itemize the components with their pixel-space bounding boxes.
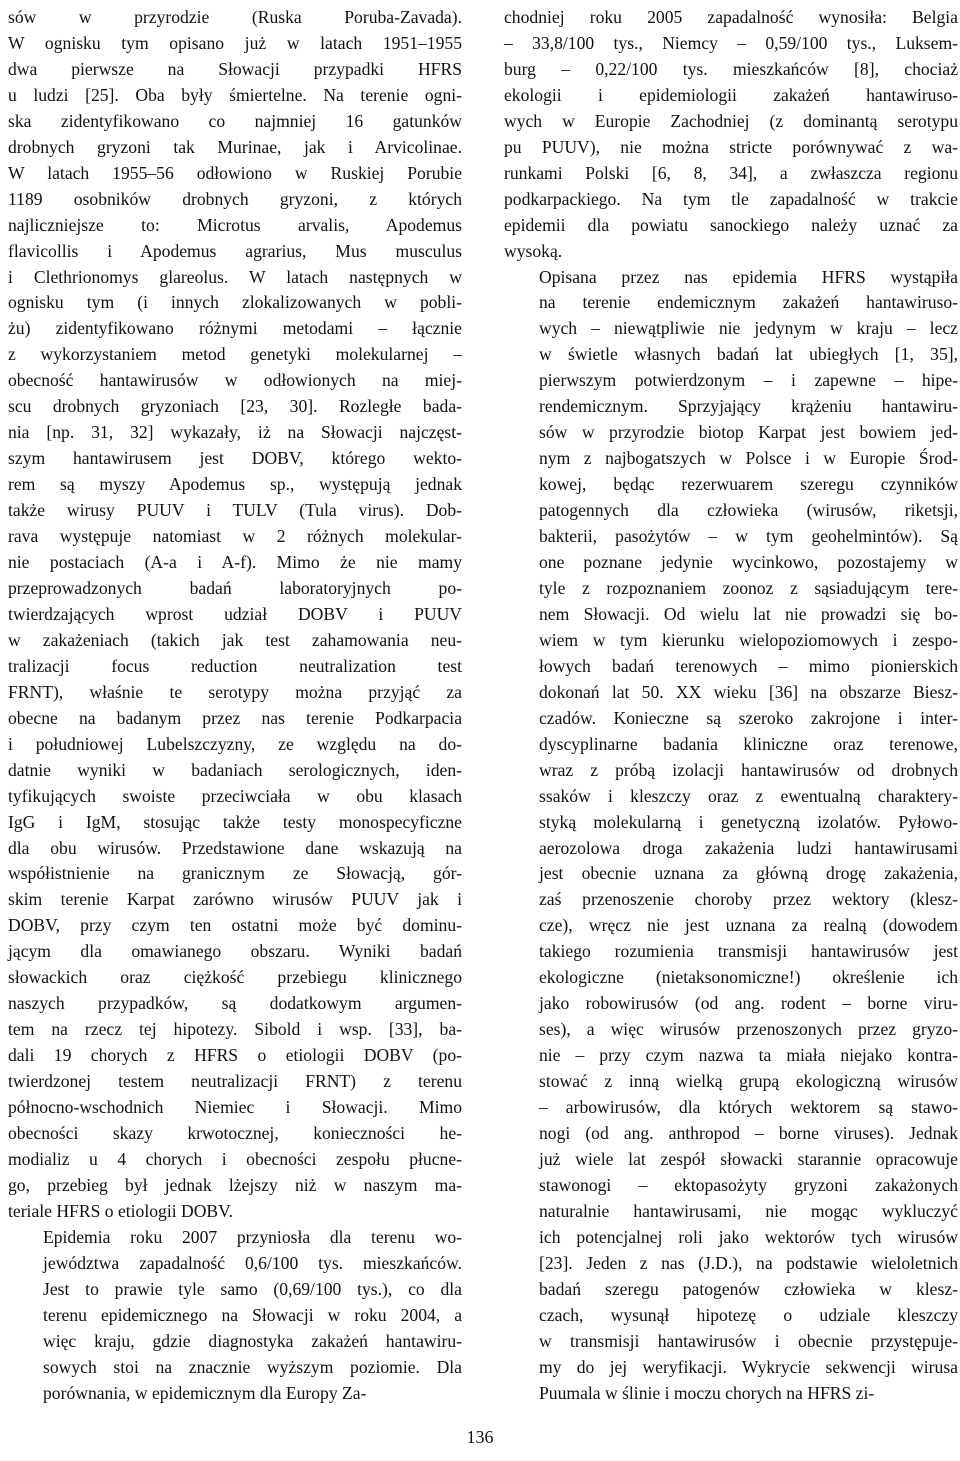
text-line: nie postaciach (A-a i A-f). Mimo że nie mamy — [8, 552, 462, 573]
text-line: najliczniejsze to: Microtus arvalis, Apodemus — [8, 214, 462, 235]
text-line: sów w przyrodzie biotop Karpat jest bowiem jed- — [539, 422, 958, 443]
text-line: modializ u 4 chorych i obecności zespołu płucne- — [8, 1148, 462, 1169]
text-line: 1189 osobników drobnych gryzoni, z których — [8, 188, 462, 209]
text-line: rava występuje natomiast w 2 różnych molekular- — [8, 526, 462, 547]
paragraph — [8, 5, 462, 1225]
text-line: scu drobnych gryzoniach [23, 30]. Rozległe bada- — [8, 396, 462, 417]
text-line: i Clethrionomys glareolus. W latach następnych w — [8, 266, 462, 287]
text-line: tyle z rozpoznaniem zoonoz z sąsiadującym tere- — [539, 577, 958, 598]
text-line: – arbowirusów, dla których wektorem są stawo- — [539, 1097, 958, 1118]
text-line: badań szeregu patogenów człowieka w klesz- — [539, 1278, 958, 1299]
text-line: skim terenie Karpat zarówno wirusów PUUV jak i — [8, 889, 462, 910]
text-line: W ognisku tym opisano już w latach 1951–1955 — [8, 32, 462, 53]
text-line: burg – 0,22/100 tys. mieszkańców [8], chociaż — [504, 58, 958, 79]
text-line: pu PUUV), nie można stricte porównywać z wa- — [504, 136, 958, 157]
text-line: stawonogi – ektopasożyty gryzoni zakażonych — [539, 1174, 958, 1195]
text-line: drobnych gryzoni tak Murinae, jak i Arvicolinae. — [8, 136, 462, 157]
text-line: także wirusy PUUV i TULV (Tula virus). Dob- — [8, 500, 462, 521]
text-line: wych w Europie Zachodniej (z dominantą serotypu — [504, 110, 958, 131]
text-line: wych – niewątpliwie nie jedynym w kraju – lecz — [539, 318, 958, 339]
text-line: nie – przy czym nazwa ta miała niejako kontra- — [539, 1045, 958, 1066]
text-line: jącym dla omawianego obszaru. Wyniki badań — [8, 941, 462, 962]
text-line: cze), wręcz nie jest uznana za realną (dowodem — [539, 915, 958, 936]
text-line: nia [np. 31, 32] wykazały, iż na Słowacji najczęst- — [8, 422, 462, 443]
text-line: obecność hantawirusów w odłowionych na miej- — [8, 370, 462, 391]
text-line: ses), a więc wirusów przenoszonych przez gryzo- — [539, 1019, 958, 1040]
text-line: pierwszym potwierdzonym – i zapewne – hipe- — [539, 370, 958, 391]
text-line: IgG i IgM, stosując także testy monospecyficzne — [8, 811, 462, 832]
text-line: chodniej roku 2005 zapadalność wynosiła: Belgia — [504, 7, 958, 27]
paragraph — [8, 1225, 462, 1407]
text-line: dwa pierwsze na Słowacji przypadki HFRS — [8, 58, 462, 79]
text-line: kowej, będąc rezerwuarem szeregu czynników — [539, 474, 958, 495]
text-line: rem są myszy Apodemus sp., występują jednak — [8, 474, 462, 495]
text-line: jako robowirusów (od ang. rodent – borne viru- — [539, 993, 958, 1014]
paragraph — [504, 5, 958, 265]
text-line: podkarpackiego. Na tym tle zapadalność w trakcie — [504, 188, 958, 209]
text-line: obecne na badanym przez nas terenie Podkarpacia — [8, 707, 462, 728]
text-line: dla obu wirusów. Przedstawione dane wskazują na — [8, 837, 462, 858]
text-line: współistnienie na granicznym ze Słowacją, gór- — [8, 863, 462, 884]
text-line: dokonań lat 50. XX wieku [36] na obszarze Biesz- — [539, 681, 958, 702]
text-line: Epidemia roku 2007 przyniosła dla terenu wo- — [43, 1226, 462, 1247]
text-line: żu) zidentyfikowano różnymi metodami – łącznie — [8, 318, 462, 339]
text-line: już wiele lat zespół słowacki starannie opracowuje — [539, 1148, 958, 1169]
text-line: go, przebieg był jednak lżejszy niż w naszym ma- — [8, 1174, 462, 1195]
text-line: aerozolowa droga zakażenia ludzi hantawirusami — [539, 837, 958, 858]
text-line: obecności skazy krwotocznej, konieczności he- — [8, 1122, 462, 1143]
text-line: takiego rozumienia transmisji hantawirusów jest — [539, 941, 958, 962]
text-line: łowych badań terenowych – mimo pionierskich — [539, 655, 958, 676]
text-line: sowych stoi na znacznie wyższym poziomie. Dla — [43, 1356, 462, 1377]
text-line: przeprowadzonych badań laboratoryjnych po- — [8, 577, 462, 598]
page-number: 136 — [466, 1427, 494, 1447]
text-line: datnie wyniki w badaniach serologicznych, iden- — [8, 759, 462, 780]
text-line: wiem w tym kierunku wielopoziomowych i zespo- — [539, 629, 958, 650]
text-line: jest obecnie uznana za główną drogę zakażenia, — [539, 863, 958, 884]
text-line: W latach 1955–56 odłowiono w Ruskiej Porubie — [8, 162, 462, 183]
text-line: czach, wysunął hipotezę o udziale kleszczy — [539, 1304, 958, 1325]
text-line: u ludzi [25]. Oba były śmiertelne. Na terenie ogni- — [8, 84, 462, 105]
text-line: rendemicznym. Sprzyjający krążeniu hantawiru- — [539, 396, 958, 417]
text-line: ich potencjalnej roli jako wektorów tych wirusów — [539, 1226, 958, 1247]
text-line: tralizacji focus reduction neutralization test — [8, 655, 462, 676]
text-line: stować z inną wielką grupą ekologiczną wirusów — [539, 1071, 958, 1092]
text-line: i południowej Lubelszczyzny, ze względu na do- — [8, 733, 462, 754]
text-line: epidemii dla powiatu sanockiego należy uznać za — [504, 214, 958, 235]
text-line: porównania, w epidemicznym dla Europy Za- — [43, 1382, 367, 1403]
text-line: słowackich oraz ciężkość przebiegu klinicznego — [8, 967, 462, 988]
text-line: bakterii, pasożytów – w tym geohelmintów). Są — [539, 526, 958, 547]
text-line: my do jej weryfikacji. Wykrycie sekwencji wirusa — [539, 1356, 958, 1377]
text-line: – 33,8/100 tys., Niemcy – 0,59/100 tys., Luksem- — [504, 32, 958, 53]
text-line: nym z najbogatszych w Polsce i w Europie Środ- — [539, 448, 958, 469]
text-line: Puumala w ślinie i moczu chorych na HFRS zi- — [539, 1382, 875, 1403]
text-line: naszych przypadków, są dodatkowym argumen- — [8, 993, 462, 1014]
text-line: ekologii i epidemiologii zakażeń hantawiruso- — [504, 84, 958, 105]
text-line: one poznane jedynie wycinkowo, pozostajemy w — [539, 552, 958, 573]
text-line: ssaków i kleszczy oraz z ewentualną charaktery- — [539, 785, 958, 806]
paragraph — [504, 265, 958, 1407]
text-line: twierdzonej testem neutralizacji FRNT) z terenu — [8, 1071, 462, 1092]
text-line: tyfikujących swoiste przeciwciała w obu klasach — [8, 785, 462, 806]
text-line: ekologiczne (nietaksonomiczne!) określenie ich — [539, 967, 958, 988]
text-line: w transmisji hantawirusów i obecnie przystępuje- — [539, 1330, 958, 1351]
text-line: na terenie endemicznym zakażeń hantawiruso- — [539, 292, 958, 313]
text-line: nem Słowacji. Od wielu lat nie prowadzi się bo- — [539, 603, 958, 624]
right-column — [504, 5, 958, 1406]
text-line: czadów. Konieczne są szeroko zakrojone i inter- — [539, 707, 958, 728]
text-line: szym hantawirusem jest DOBV, którego wekto- — [8, 448, 462, 469]
text-line: północno-wschodnich Niemiec i Słowacji. Mimo — [8, 1097, 462, 1118]
text-line: flavicollis i Apodemus agrarius, Mus musculus — [8, 240, 462, 261]
text-line: DOBV, przy czym ten ostatni może być dominu- — [8, 915, 462, 936]
text-line: nogi (od ang. anthropod – borne viruses). Jednak — [539, 1122, 958, 1143]
text-line: sów w przyrodzie (Ruska Poruba-Zavada). — [8, 7, 462, 27]
text-line: teriale HFRS o etiologii DOBV. — [8, 1200, 233, 1221]
text-line: w zakażeniach (takich jak test zahamowania neu- — [8, 629, 462, 650]
text-line: Opisana przez nas epidemia HFRS wystąpiła — [539, 266, 958, 287]
text-line: zaś przenoszenie choroby przez wektory (klesz- — [539, 889, 958, 910]
text-line: wysoką. — [504, 240, 563, 261]
text-line: z wykorzystaniem metod genetyki molekularnej – — [8, 344, 462, 365]
text-line: naturalnie hantawirusami, nie mogąc wykluczyć — [539, 1200, 958, 1221]
text-line: dali 19 chorych z HFRS o etiologii DOBV (po- — [8, 1045, 462, 1066]
text-line: runkami Polski [6, 8, 34], a zwłaszcza regionu — [504, 162, 958, 183]
text-line: FRNT), właśnie te serotypy można przyjąć za — [8, 681, 462, 702]
text-line: [23]. Jeden z nas (J.D.), na podstawie wieloletnich — [539, 1252, 958, 1273]
text-line: dyscyplinarne badania kliniczne oraz terenowe, — [539, 733, 958, 754]
left-column — [8, 5, 462, 1406]
text-line: w świetle własnych badań lat ubiegłych [1, 35], — [539, 344, 958, 365]
text-line: ognisku tym (i innych zlokalizowanych w pobli- — [8, 292, 462, 313]
text-line: wraz z próbą izolacji hantawirusów od drobnych — [539, 759, 958, 780]
text-line: Jest to prawie tyle samo (0,69/100 tys.), co dla — [43, 1278, 462, 1299]
text-line: jewództwa zapadalność 0,6/100 tys. mieszkańców. — [43, 1252, 462, 1273]
text-line: twierdzających wprost udział DOBV i PUUV — [8, 603, 462, 624]
text-line: terenu epidemicznego na Słowacji w roku 2004, a — [43, 1304, 462, 1325]
text-line: patogennych dla człowieka (wirusów, riketsji, — [539, 500, 958, 521]
text-line: tem na rzecz tej hipotezy. Sibold i wsp. [33], ba- — [8, 1019, 462, 1040]
text-line: więc kraju, gdzie diagnostyka zakażeń hantawiru- — [43, 1330, 462, 1351]
text-line: styką molekularną i genetyczną izolatów. Pyłowo- — [539, 811, 958, 832]
text-line: ska zidentyfikowano co najmniej 16 gatunków — [8, 110, 462, 131]
